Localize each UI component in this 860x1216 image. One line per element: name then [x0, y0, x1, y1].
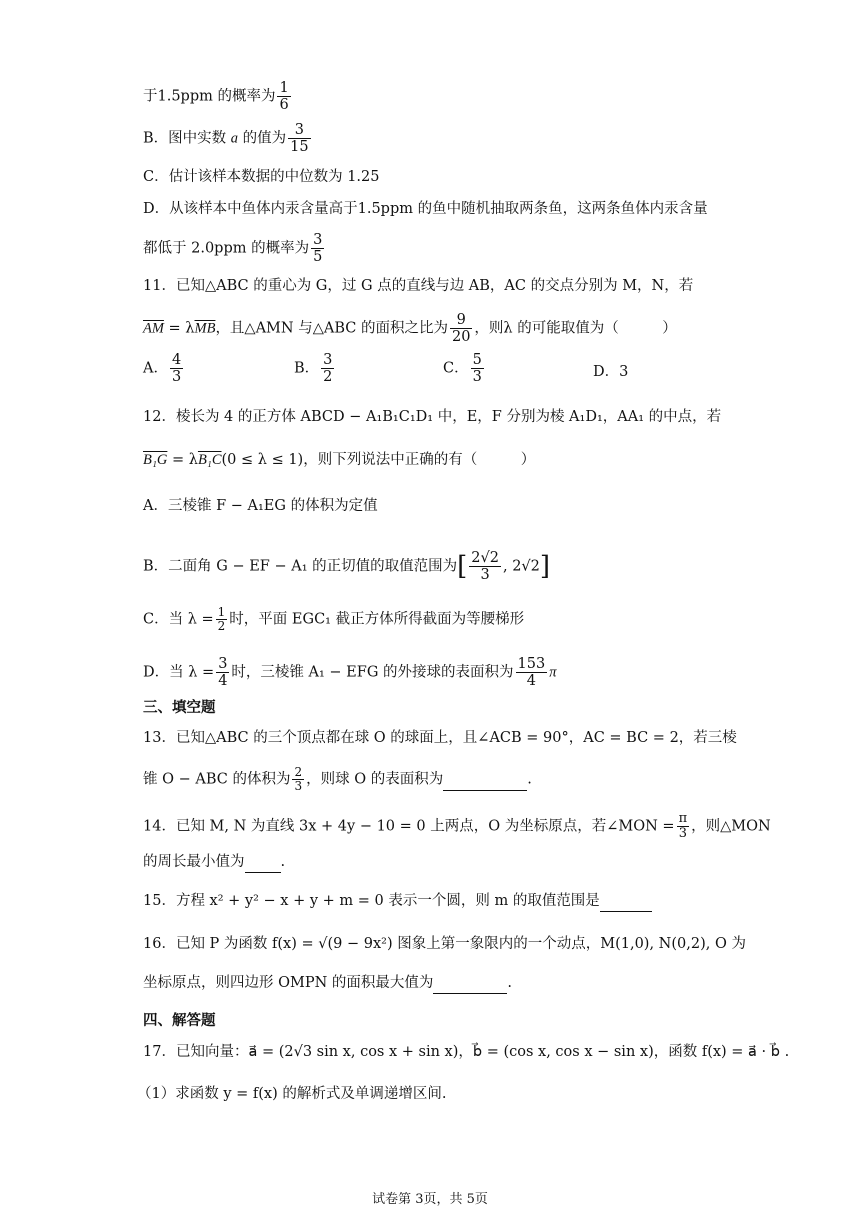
- q13b-pre: 锥 O − ABC 的体积为: [143, 771, 291, 788]
- q10-option-d-line2: [143, 232, 326, 265]
- q10b-text: B．图中实数: [143, 130, 227, 147]
- denominator: 3: [472, 369, 482, 385]
- denominator: 3: [171, 369, 182, 385]
- q12b-text: B．二面角 G − EF − A₁ 的正切值的取值范围为: [143, 558, 458, 575]
- section-heading-answer: 四、解答题: [143, 1012, 216, 1029]
- q10-option-c: C．估计该样本数据的中位数为 1.25: [143, 169, 380, 185]
- period: .: [280, 854, 286, 870]
- q13-stem-line2: [143, 766, 532, 793]
- fraction: [516, 656, 548, 689]
- vector-b1c: B₁C: [197, 452, 222, 468]
- option-label: C．: [443, 360, 469, 377]
- answer-blank[interactable]: [443, 770, 527, 791]
- section-heading-fill-in: 三、填空题: [143, 699, 216, 716]
- q16b-text: 坐标原点，则四边形 OMPN 的面积最大值为: [143, 975, 434, 991]
- denominator: 4: [218, 673, 228, 689]
- answer-blank[interactable]: [600, 891, 652, 912]
- denominator: 3: [294, 779, 303, 793]
- fraction: [469, 550, 501, 583]
- page-footer: 试卷第 3页，共 5页: [372, 1192, 488, 1207]
- denominator: 5: [313, 249, 323, 265]
- vector-am: $\overline{AM}$: [143, 320, 164, 337]
- q12b-tail: , 2√2: [502, 558, 540, 575]
- q14a-pre: 14．已知 M, N 为直线 3x + 4y − 10 = 0 上两点，O 为坐标原点，若∠MON =: [143, 818, 675, 835]
- fraction: [450, 312, 472, 345]
- numerator: 153: [517, 656, 546, 672]
- q14-stem-line2: [143, 852, 285, 873]
- fraction: [170, 352, 183, 385]
- q12c-pre: C．当 λ =: [143, 611, 214, 628]
- q12-stem-line2: [143, 450, 535, 470]
- numerator: π: [678, 811, 688, 826]
- pi-symbol: π: [549, 664, 557, 681]
- q11-option-b: [294, 352, 336, 385]
- q14a-tail: ，则△MON: [691, 818, 771, 835]
- fraction: [292, 766, 304, 793]
- q11-stem-line2: [143, 312, 677, 345]
- equals-lambda: = λ: [167, 452, 198, 468]
- variable-a: a: [230, 130, 239, 147]
- q14-stem-line1: [143, 812, 771, 841]
- denominator: 3: [480, 567, 490, 583]
- numerator: 3: [288, 122, 310, 139]
- vector-mb: $\overline{MB}$: [194, 320, 216, 337]
- numerator: 4: [171, 352, 182, 368]
- q16-stem-line1: 16．已知 P 为函数 f(x) = √(9 − 9x²) 图象上第一象限内的一个动点，M(1,0), N(0,2), O 为: [143, 936, 746, 952]
- fraction: [471, 352, 484, 385]
- q13-stem-line1: 13．已知△ABC 的三个顶点都在球 O 的球面上，且∠ACB = 90°，AC = BC = 2，若三棱: [143, 730, 737, 746]
- q17-part1: （1）求函数 y = f(x) 的解析式及单调递增区间.: [137, 1086, 447, 1102]
- q11-option-c: [443, 352, 486, 385]
- fraction: [321, 352, 334, 385]
- q11-option-a: [143, 352, 185, 385]
- q12-option-a: A．三棱锥 F − A₁EG 的体积为定值: [143, 498, 378, 514]
- fraction: [677, 812, 690, 841]
- fraction: [288, 122, 310, 155]
- q12-option-c: [143, 606, 524, 633]
- q12-option-b: [143, 550, 550, 583]
- q12-stem-line1: 12．棱长为 4 的正方体 ABCD − A₁B₁C₁D₁ 中，E，F 分别为棱 A₁D₁，AA₁ 的中点，若: [143, 409, 722, 425]
- answer-blank[interactable]: [245, 852, 281, 873]
- period: .: [527, 771, 532, 788]
- fraction: [311, 232, 324, 265]
- q16-stem-line2: [143, 973, 512, 994]
- q10d-text: 都低于 2.0ppm 的概率为: [143, 240, 310, 257]
- q15-text: 15．方程 x² + y² − x + y + m = 0 表示一个圆，则 m 的取值范围是: [143, 893, 600, 909]
- q12d-mid: 时，三棱锥 A₁ − EFG 的外接球的表面积为: [231, 664, 514, 681]
- numerator: 3: [313, 232, 323, 248]
- numerator: 9: [450, 312, 472, 329]
- bracket-left: [: [457, 551, 468, 582]
- q15-stem: [143, 891, 652, 912]
- denominator: 6: [279, 97, 289, 113]
- numerator: 1: [217, 605, 226, 619]
- numerator: 2: [294, 765, 303, 779]
- q10-a-continuation: [143, 80, 293, 113]
- vector-b1g: B₁G: [143, 452, 168, 468]
- bracket-right: ]: [539, 551, 551, 582]
- numerator: 2√2: [471, 550, 499, 566]
- numerator: 3: [218, 656, 228, 672]
- q14b-text: 的周长最小值为: [143, 854, 245, 870]
- numerator: 3: [323, 352, 333, 368]
- q11-option-d: D．3: [593, 364, 629, 380]
- q10a-text: 于1.5ppm 的概率为: [143, 88, 276, 105]
- denominator: 2: [217, 619, 226, 633]
- q12c-tail: 时，平面 EGC₁ 截正方体所得截面为等腰梯形: [229, 611, 525, 628]
- denominator: 20: [451, 329, 471, 345]
- fraction: [216, 656, 229, 689]
- q12d-pre: D．当 λ =: [143, 664, 215, 681]
- numerator: 5: [472, 352, 482, 368]
- q11b-tail: ，则λ 的可能取值为（ ）: [474, 320, 677, 337]
- denominator: 4: [526, 673, 536, 689]
- q13b-tail: ，则球 O 的表面积为: [306, 771, 444, 788]
- denominator: 15: [290, 139, 309, 155]
- q10-option-b: [143, 122, 313, 155]
- option-label: B．: [294, 360, 320, 377]
- q12-option-d: [143, 656, 556, 689]
- numerator: 1: [279, 80, 289, 96]
- q10-option-d-line1: D．从该样本中鱼体内汞含量高于1.5ppm 的鱼中随机抽取两条鱼，这两条鱼体内汞含量: [143, 201, 708, 217]
- q10b-mid: 的值为: [242, 130, 287, 147]
- answer-blank[interactable]: [433, 973, 507, 994]
- denominator: 3: [678, 826, 687, 841]
- q12b-tail: (0 ≤ λ ≤ 1)，则下列说法中正确的有（ ）: [221, 452, 536, 468]
- denominator: 2: [323, 369, 333, 385]
- q11-stem-line1: 11．已知△ABC 的重心为 G，过 G 点的直线与边 AB，AC 的交点分别为 M，N，若: [143, 278, 694, 294]
- q17-stem: 17．已知向量：a⃗ = (2√3 sin x, cos x + sin x)，b⃗ = (cos x, cos x − sin x)，函数 f(x) = a⃗ · b⃗ .: [143, 1044, 790, 1060]
- fraction: [216, 606, 228, 633]
- q11b-text: ，且△AMN 与△ABC 的面积之比为: [215, 320, 448, 337]
- period: .: [507, 975, 513, 991]
- equals-lambda: = λ: [163, 320, 195, 337]
- option-label: A．: [143, 360, 168, 377]
- fraction: [277, 80, 290, 113]
